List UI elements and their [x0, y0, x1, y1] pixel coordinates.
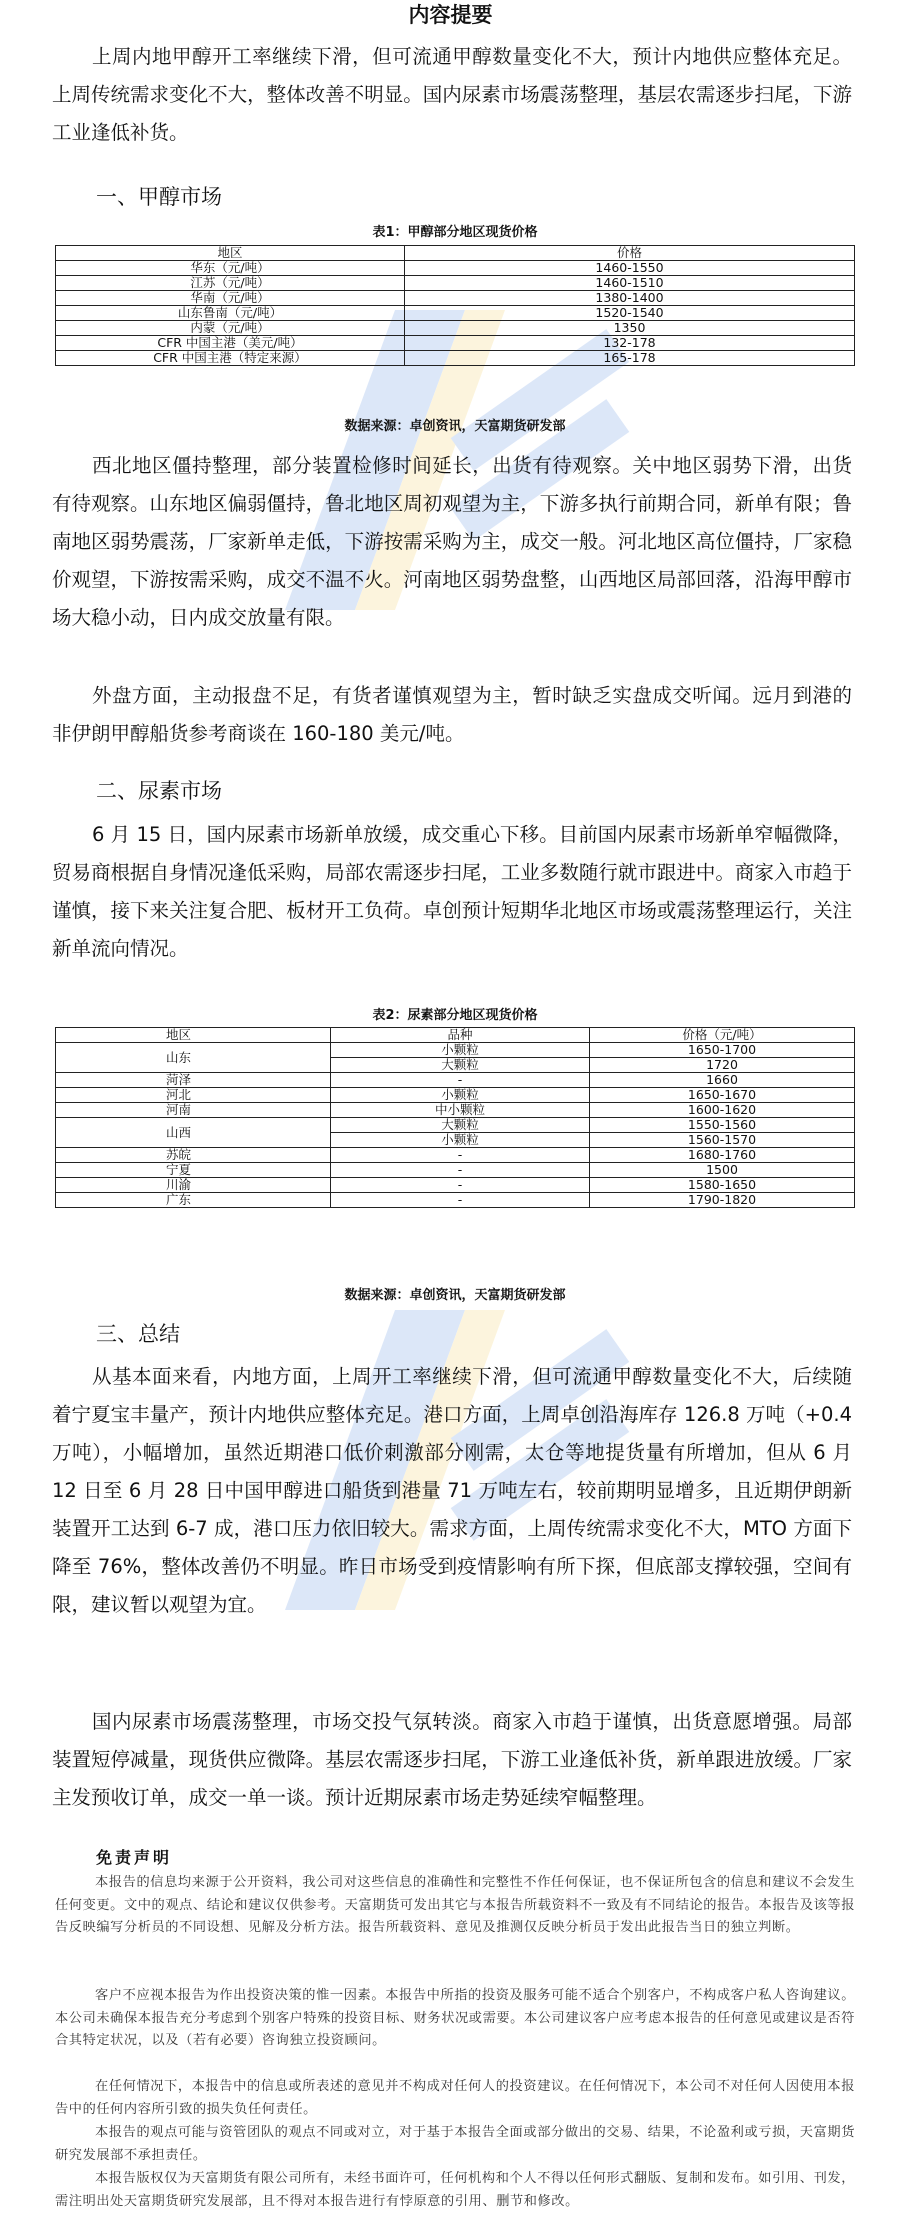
table-row: [56, 1163, 855, 1178]
disclaimer-paragraph: 本报告版权仅为天富期货有限公司所有，未经书面许可，任何机构和个人不得以任何形式翻版、复制和发布。如引用、刊发，需注明出处天富期货研究发展部，且不得对本报告进行有悖原意的引用、删节和修改。: [55, 2171, 855, 2209]
cell-region: CFR 中国主港（美元/吨）: [56, 336, 405, 351]
summary-paragraph: 上周内地甲醇开工率继续下滑，但可流通甲醇数量变化不大，预计内地供应整体充足。上周传统需求变化不大，整体改善不明显。国内尿素市场震荡整理，基层农需逐步扫尾，下游工业逢低补货。: [52, 45, 852, 144]
cell-price: 1650-1670: [590, 1088, 855, 1103]
table-row: [56, 306, 855, 321]
table-row: [56, 1193, 855, 1208]
table-row: [56, 351, 855, 366]
cell-region: 川渝: [56, 1178, 331, 1193]
cell-price: 1580-1650: [590, 1178, 855, 1193]
methanol-price-table: [55, 245, 855, 366]
table-row: [56, 321, 855, 336]
disclaimer-paragraph: 在任何情况下，本报告中的信息或所表述的意见并不构成对任何人的投资建议。在任何情况下，本公司不对任何人因使用本报告中的任何内容所引致的损失负任何责任。: [55, 2079, 855, 2117]
disclaimer-paragraph: 客户不应视本报告为作出投资决策的惟一因素。本报告中所指的投资及服务可能不适合个别客户，不构成客户私人咨询建议。本公司未确保本报告充分考虑到个别客户特殊的投资目标、财务状况或需要。本公司建议客户应考虑本报告的任何意见或建议是否符合其特定状况，以及（若有必要）咨询独立投资顾问。: [55, 1988, 855, 2048]
cell-variety: 大颗粒: [331, 1058, 590, 1073]
methanol-paragraph-2: 外盘方面，主动报盘不足，有货者谨慎观望为主，暂时缺乏实盘成交听闻。远月到港的非伊朗甲醇船货参考商谈在 160-180 美元/吨。: [52, 684, 852, 745]
cell-price: 165-178: [405, 351, 855, 366]
table-row: [56, 1088, 855, 1103]
cell-price: 1680-1760: [590, 1148, 855, 1163]
table1-caption: 表1：甲醇部分地区现货价格: [372, 225, 538, 240]
cell-price: 1550-1560: [590, 1118, 855, 1133]
cell-variety: 小颗粒: [331, 1088, 590, 1103]
cell-variety: 小颗粒: [331, 1133, 590, 1148]
cell-variety: -: [331, 1163, 590, 1178]
table1-source: 数据来源：卓创资讯，天富期货研发部: [344, 419, 566, 434]
table-header-row: [56, 1028, 855, 1043]
header-variety: 品种: [331, 1028, 590, 1043]
table-row: [56, 336, 855, 351]
cell-variety: -: [331, 1148, 590, 1163]
cell-price: 1790-1820: [590, 1193, 855, 1208]
cell-variety: -: [331, 1073, 590, 1088]
cell-price: 1600-1620: [590, 1103, 855, 1118]
cell-price: 1560-1570: [590, 1133, 855, 1148]
table-row: [56, 1043, 855, 1058]
table-row: [56, 1118, 855, 1133]
cell-region: 河南: [56, 1103, 331, 1118]
cell-variety: -: [331, 1193, 590, 1208]
disclaimer-title: 免责声明: [96, 1848, 173, 1867]
summary-paragraph-2: 国内尿素市场震荡整理，市场交投气氛转淡。商家入市趋于谨慎，出货意愿增强。局部装置短停减量，现货供应微降。基层农需逐步扫尾，下游工业逢低补货，新单跟进放缓。厂家主发预收订单，成交一单一谈。预计近期尿素市场走势延续窄幅整理。: [52, 1710, 852, 1809]
cell-region: 山东鲁南（元/吨）: [56, 306, 405, 321]
cell-variety: 中小颗粒: [331, 1103, 590, 1118]
table2-caption: 表2：尿素部分地区现货价格: [372, 1008, 538, 1023]
cell-region: 苏皖: [56, 1148, 331, 1163]
disclaimer-paragraph: 本报告的观点可能与资管团队的观点不同或对立，对于基于本报告全面或部分做出的交易、结果，不论盈利或亏损，天富期货研究发展部不承担责任。: [55, 2125, 855, 2163]
cell-region: 山西: [56, 1118, 331, 1148]
table-row: [56, 261, 855, 276]
page-title: 内容提要: [408, 3, 493, 27]
cell-region: 内蒙（元/吨）: [56, 321, 405, 336]
table-row: [56, 276, 855, 291]
cell-price: 1380-1400: [405, 291, 855, 306]
table-row: [56, 1103, 855, 1118]
cell-region: 广东: [56, 1193, 331, 1208]
cell-price: 132-178: [405, 336, 855, 351]
cell-price: 1460-1510: [405, 276, 855, 291]
header-region: 地区: [56, 246, 405, 261]
table-row: [56, 291, 855, 306]
cell-price: 1650-1700: [590, 1043, 855, 1058]
table-row: [56, 1178, 855, 1193]
cell-price: 1720: [590, 1058, 855, 1073]
cell-region: 宁夏: [56, 1163, 331, 1178]
table-row: [56, 1073, 855, 1088]
cell-price: 1500: [590, 1163, 855, 1178]
cell-price: 1660: [590, 1073, 855, 1088]
cell-region: 华南（元/吨）: [56, 291, 405, 306]
cell-variety: 小颗粒: [331, 1043, 590, 1058]
cell-region: CFR 中国主港（特定来源）: [56, 351, 405, 366]
table-row: [56, 1148, 855, 1163]
cell-price: 1350: [405, 321, 855, 336]
cell-region: 华东（元/吨）: [56, 261, 405, 276]
summary-paragraph-1: 从基本面来看，内地方面，上周开工率继续下滑，但可流通甲醇数量变化不大，后续随着宁夏宝丰量产，预计内地供应整体充足。港口方面，上周卓创沿海库存 126.8 万吨（+0.4 万吨），小幅增加，虽然近期港口低价刺激部分刚需，太仓等地提货量有所增加，但从 6 月 12 日至 6 月 28 日中国甲醇进口船货到港量 71 万吨左右，较前期明显增多，且近期伊朗新装置开工达到 6-7 成，港口压力依旧较大。需求方面，上周传统需求变化不大，MTO 方面下降至 76%，整体改善仍不明显。昨日市场受到疫情影响有所下探，但底部支撑较强，空间有限，建议暂以观望为宜。: [52, 1365, 852, 1616]
urea-price-table: [55, 1027, 855, 1208]
disclaimer-paragraph: 本报告的信息均来源于公开资料，我公司对这些信息的准确性和完整性不作任何保证，也不保证所包含的信息和建议不会发生任何变更。文中的观点、结论和建议仅供参考。天富期货可发出其它与本报告所载资料不一致及有不同结论的报告。本报告及该等报告反映编写分析员的不同设想、见解及分析方法。报告所载资料、意见及推测仅反映分析员于发出此报告当日的独立判断。: [55, 1875, 855, 1935]
header-region: 地区: [56, 1028, 331, 1043]
cell-variety: -: [331, 1178, 590, 1193]
table2-source: 数据来源：卓创资讯，天富期货研发部: [344, 1288, 566, 1303]
urea-paragraph-1: 6 月 15 日，国内尿素市场新单放缓，成交重心下移。目前国内尿素市场新单窄幅微降，贸易商根据自身情况逢低采购，局部农需逐步扫尾，工业多数随行就市跟进中。商家入市趋于谨慎，接下来关注复合肥、板材开工负荷。卓创预计短期华北地区市场或震荡整理运行，关注新单流向情况。: [52, 823, 852, 960]
cell-region: 菏泽: [56, 1073, 331, 1088]
cell-region: 河北: [56, 1088, 331, 1103]
table-header-row: [56, 246, 855, 261]
header-price: 价格（元/吨）: [590, 1028, 855, 1043]
cell-region: 山东: [56, 1043, 331, 1073]
section-heading-summary: 三、总结: [96, 1322, 180, 1346]
section-heading-urea: 二、尿素市场: [96, 779, 222, 803]
cell-price: 1460-1550: [405, 261, 855, 276]
methanol-paragraph-1: 西北地区僵持整理，部分装置检修时间延长，出货有待观察。关中地区弱势下滑，出货有待观察。山东地区偏弱僵持，鲁北地区周初观望为主，下游多执行前期合同，新单有限；鲁南地区弱势震荡，厂家新单走低，下游按需采购为主，成交一般。河北地区高位僵持，厂家稳价观望，下游按需采购，成交不温不火。河南地区弱势盘整，山西地区局部回落，沿海甲醇市场大稳小动，日内成交放量有限。: [52, 454, 852, 629]
cell-region: 江苏（元/吨）: [56, 276, 405, 291]
cell-price: 1520-1540: [405, 306, 855, 321]
header-price: 价格: [405, 246, 855, 261]
section-heading-methanol: 一、甲醇市场: [96, 185, 222, 209]
cell-variety: 大颗粒: [331, 1118, 590, 1133]
